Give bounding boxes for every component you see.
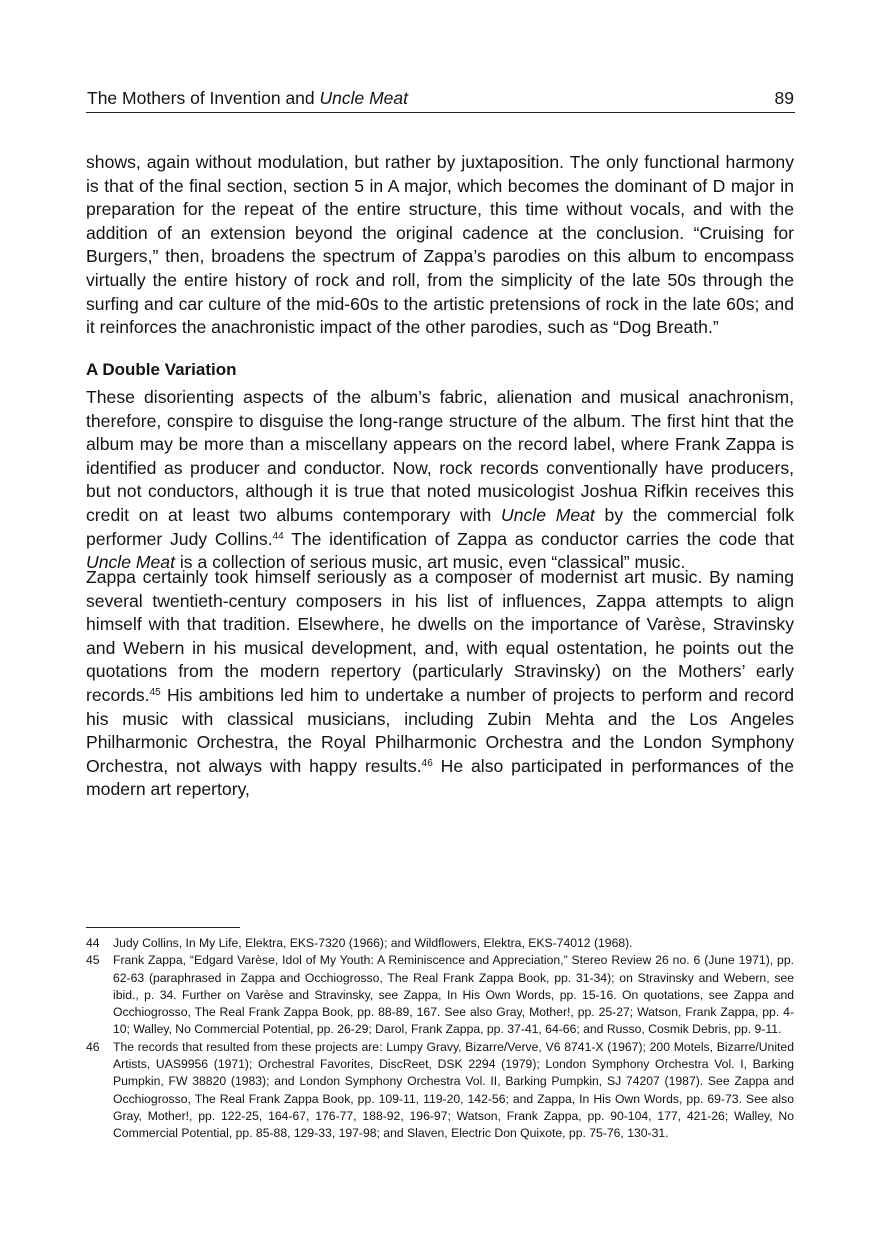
footnote-44 xyxy=(86,935,794,952)
paragraph-1: shows, again without modulation, but rather by juxtaposition. The only functional harmony is that of the final section, section 5 in A major, which becomes the dominant of D major in preparation for the repeat of the entire structure, this time without vocals, and with the addition of an extension beyond the original cadence at the conclusion. “Cruising for Burgers,” then, broadens the spectrum of Zappa’s parodies on this album to encompass virtually the entire history of rock and roll, from the simplicity of the late 50s through the surfing and car culture of the mid-60s to the artistic pretensions of rock in the late 60s; and it reinforces the anachronistic impact of the other parodies, such as “Dog Breath.” xyxy=(86,152,794,338)
running-head-title: The Mothers of Invention and Uncle Meat xyxy=(87,88,409,108)
footnote-text: The records that resulted from these projects are: Lumpy Gravy, Bizarre/Verve, V6 8741-X (1967); 200 Motels, Bizarre/United Artists, UAS9956 (1971); Orchestral Favorites, DiscReet, DSK 2294 (1979); London Symphony Orchestra Vol. I, Barking Pumpkin, FW 38820 (1983); and London Symphony Orchestra Vol. II, Barking Pumpkin, SJ 74207 (1987). See Zappa and Occhiogrosso, The Real Frank Zappa Book, pp. 109-11, 119-20, 142-56; and Zappa, In His Own Words, pp. 69-73. See also Gray, Mother!, pp. 122-25, 164-67, 176-77, 188-92, 196-97; Watson, Frank Zappa, pp. 90-104, 177, 421-26; Walley, No Commercial Potential, pp. 85-88, 129-33, 197-98; and Slaven, Electric Don Quixote, pp. 75-76, 130-31. xyxy=(113,1039,794,1141)
footnote-ref-45[interactable]: 45 xyxy=(149,686,161,698)
footnote-text: Frank Zappa, “Edgard Varèse, Idol of My Youth: A Reminiscence and Appreciation,” Stereo Review 26 no. 6 (June 1971), pp. 62-63 (paraphrased in Zappa and Occhiogrosso, The Real Frank Zappa Book, pp. 31-34); on Stravinsky and Webern, see ibid., p. 34. Further on Varèse and Stravinsky, see Zappa, In His Own Words, pp. 15-16. On quotations, see Zappa and Occhiogrosso, The Real Frank Zappa Book, pp. 88-89, 167. See also Gray, Mother!, pp. 25-27; Watson, Frank Zappa, pp. 4-10; Walley, No Commercial Potential, pp. 26-29; Darol, Frank Zappa, pp. 37-41, 64-66; and Russo, Cosmik Debris, pp. 9-11. xyxy=(113,953,794,1037)
paragraph-3: Zappa certainly took himself seriously as a composer of modernist art music. By naming several twentieth-century composers in his list of influences, Zappa attempts to align himself with that tradition. Elsewhere, he dwells on the importance of Varèse, Stravinsky and Webern in his musical development, and, with equal ostentation, he points out the quotations from the modern repertory (particularly Stravinsky) on the Mothers’ early records.$^{45}$ His ambitions led him to undertake a number of projects to perform and record his music with classical musicians, including Zubin Mehta and the Los Angeles Philharmonic Orchestra, the Royal Philharmonic Orchestra and the London Symphony Orchestra, not always with happy results.$^{46}$ He also participated in performances of the modern art repertory, xyxy=(86,567,794,800)
footnote-number: 44 xyxy=(86,936,100,950)
footnote-number: 46 xyxy=(86,1039,100,1054)
footnote-text: Judy Collins, In My Life, Elektra, EKS-7320 (1966); and Wildflowers, Elektra, EKS-74012 (1968). xyxy=(113,936,633,950)
footnote-number: 45 xyxy=(86,953,100,968)
running-head-title-italic: Uncle Meat xyxy=(319,88,409,108)
footnote-45 xyxy=(86,952,794,1038)
footnote-ref-46[interactable]: 46 xyxy=(421,757,433,769)
footnote-rule xyxy=(86,927,240,928)
running-head xyxy=(87,86,794,114)
section-heading: A Double Variation xyxy=(86,360,237,379)
footnote-ref-44[interactable]: 44 xyxy=(272,530,284,542)
footnote-46 xyxy=(86,1039,794,1143)
paragraph-2: These disorienting aspects of the album’s fabric, alienation and musical anachronism, therefore, conspire to disguise the long-range structure of the album. The first hint that the album may be more than a miscellany appears on the record label, where Frank Zappa is identified as producer and conductor. Now, rock records conventionally have producers, but not conductors, although it is true that noted musicologist Joshua Rifkin receives this credit on at least two albums contemporary with Uncle Meat by the commercial folk performer Judy Collins.$^{44}$ The identification of Zappa as conductor carries the code that Uncle Meat is a collection of serious music, art music, even “classical” music. xyxy=(86,387,794,573)
footnotes xyxy=(86,935,794,1143)
header-rule xyxy=(86,112,795,113)
page-number: 89 xyxy=(774,88,794,108)
